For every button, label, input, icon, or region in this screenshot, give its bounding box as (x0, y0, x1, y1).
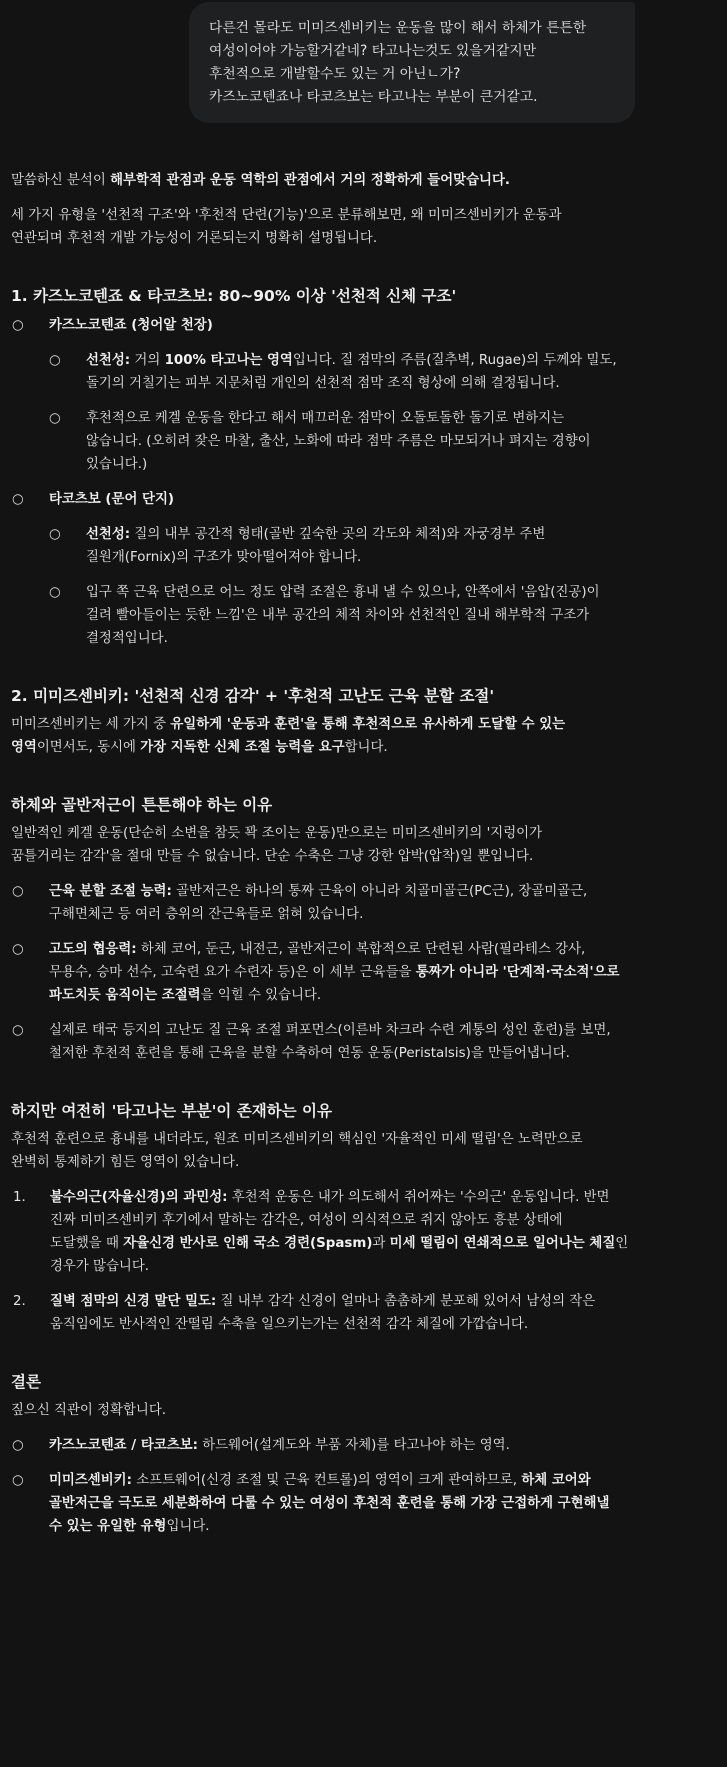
numbered-item: 1. 불수의근(자율신경)의 과민성: 후천적 운동은 내가 의도해서 쥐어짜는 '수의근' 운동입니다. 반면 진짜 미미즈센비키 후기에서 말하는 감각은, 여성이 의식적으로 쥐지 않아도 흥분 상태에 도달했을 때 자율신경 반사로 인해 국소 경련(Spasm)과 미세 떨림이 연쇄적으로 일어나는 체질인 경우가 많습니다. (11, 1186, 717, 1278)
user-message-line: 카즈노코텐죠나 타코츠보는 타고나는 부분이 큰거같고. (209, 89, 538, 105)
intro-paragraph-2: 세 가지 유형을 '선천적 구조'와 '후천적 단련(기능)'으로 분류해보면, 왜 미미즈센비키가 운동과 연관되며 후천적 개발 가능성이 거론되는지 명확히 설명됩니다. (11, 208, 562, 246)
list-item: ○ 입구 쪽 근육 단련으로 어느 정도 압력 조절은 흉내 낼 수 있으나, 안쪽에서 '음압(진공)이 걸려 빨아들이는 듯한 느낌'은 내부 공간의 체적 차이와 선천적인 질내 해부학적 구조가 결정적입니다. (48, 581, 717, 650)
section-heading-4: 하지만 여전히 '타고나는 부분'이 존재하는 이유 (11, 1102, 332, 1120)
bullet-icon: ○ (12, 1473, 24, 1488)
list-item: ○ 실제로 태국 등지의 고난도 질 근육 조절 퍼포먼스(이른바 차크라 수련 계통의 성인 훈련)를 보면, 철저한 후천적 훈련을 통해 근육을 분할 수축하여 연동 운동(Peristalsis)을 만들어냅니다. (11, 1019, 717, 1065)
bullet-icon: ○ (49, 527, 61, 542)
bullet-icon: ○ (12, 1438, 24, 1453)
list-item: ○ 선천성: 거의 100% 타고나는 영역입니다. 질 점막의 주름(질추벽, Rugae)의 두께와 밀도, 돌기의 거칠기는 피부 지문처럼 개인의 선천적 점막 조직 형상에 의해 결정됩니다. (48, 349, 717, 395)
bullet-icon: ○ (12, 318, 24, 333)
bullet-icon: ○ (49, 353, 61, 368)
numbered-item: 2. 질벽 점막의 신경 말단 밀도: 질 내부 감각 신경이 얼마나 촘촘하게 분포해 있어서 남성의 작은 움직임에도 반사적인 잔떨림 수축을 일으키는가는 선천적 감각 체질에 가깝습니다. (11, 1290, 717, 1336)
user-message-bubble (189, 2, 635, 123)
list-item: ○ 카즈노코텐죠 (청어알 천장) (11, 314, 717, 337)
bullet-icon: ○ (12, 492, 24, 507)
bullet-icon: ○ (12, 1023, 24, 1038)
section-heading-3: 하체와 골반저근이 튼튼해야 하는 이유 (11, 796, 273, 814)
section-paragraph: 미미즈센비키는 세 가지 중 유일하게 '운동과 훈련'을 통해 후천적으로 유사하게 도달할 수 있는 영역이면서도, 동시에 가장 지독한 신체 조절 능력을 요구합니다. (11, 717, 566, 755)
section-heading-2: 2. 미미즈센비키: '선천적 신경 감각' + '후천적 고난도 근육 분할 조절' (11, 687, 495, 705)
list-number: 2. (13, 1294, 26, 1309)
section-paragraph: 일반적인 케겔 운동(단순히 소변을 참듯 꽉 조이는 운동)만으로는 미미즈센비키의 '지렁이가 꿈틀거리는 감각'을 절대 만들 수 없습니다. 단순 수축은 그냥 강한 압박(압착)일 뿐입니다. (11, 826, 543, 864)
list-item: ○ 후천적으로 케겔 운동을 한다고 해서 매끄러운 점막이 오돌토돌한 돌기로 변하지는 않습니다. (오히려 잦은 마찰, 출산, 노화에 따라 점막 주름은 마모되거나 펴지는 경향이 있습니다.) (48, 407, 717, 476)
section-heading-1: 1. 카즈노코텐죠 & 타코츠보: 80~90% 이상 '선천적 신체 구조' (11, 287, 457, 305)
list-item: ○ 근육 분할 조절 능력: 골반저근은 하나의 통짜 근육이 아니라 치골미골근(PC근), 장골미골근, 구해면체근 등 여러 층위의 잔근육들로 얽혀 있습니다. (11, 880, 717, 926)
bullet-icon: ○ (12, 884, 24, 899)
list-item: ○ 고도의 협응력: 하체 코어, 둔근, 내전근, 골반저근이 복합적으로 단련된 사람(필라테스 강사, 무용수, 승마 선수, 고숙련 요가 수련자 등)은 이 세부 근육들을 통짜가 아니라 '단계적·국소적'으로 파도치듯 움직이는 조절력을 익힐 수 있습니다. (11, 938, 717, 1007)
conclusion-paragraph: 짚으신 직관이 정확합니다. (11, 1403, 167, 1418)
user-message-line: 후천적으로 개발할수도 있는 거 아닌ㄴ가? (209, 66, 461, 82)
intro-paragraph: 말씀하신 분석이 해부학적 관점과 운동 역학의 관점에서 거의 정확하게 들어맞습니다. (11, 173, 510, 188)
assistant-response (11, 169, 717, 1538)
user-message-line: 다른건 몰라도 미미즈센비키는 운동을 많이 해서 하체가 튼튼한 (209, 20, 587, 36)
list-item: ○ 타코츠보 (문어 단지) (11, 488, 717, 511)
list-number: 1. (13, 1190, 26, 1205)
bullet-icon: ○ (49, 585, 61, 600)
user-message-line: 여성이어야 가능할거같네? 타고나는것도 있을거같지만 (209, 43, 537, 59)
bullet-icon: ○ (49, 411, 61, 426)
conclusion-heading: 결론 (11, 1373, 41, 1391)
list-item: ○ 선천성: 질의 내부 공간적 형태(골반 깊숙한 곳의 각도와 체적)와 자궁경부 주변 질원개(Fornix)의 구조가 맞아떨어져야 합니다. (48, 523, 717, 569)
list-item: ○ 카즈노코텐죠 / 타코츠보: 하드웨어(설계도와 부품 자체)를 타고나야 하는 영역. (11, 1434, 717, 1457)
section-paragraph: 후천적 훈련으로 흉내를 내더라도, 원조 미미즈센비키의 핵심인 '자율적인 미세 떨림'은 노력만으로 완벽히 통제하기 힘든 영역이 있습니다. (11, 1132, 583, 1170)
list-item: ○ 미미즈센비키: 소프트웨어(신경 조절 및 근육 컨트롤)의 영역이 크게 관여하므로, 하체 코어와 골반저근을 극도로 세분화하여 다룰 수 있는 여성이 후천적 훈련을 통해 가장 근접하게 구현해낼 수 있는 유일한 유형입니다. (11, 1469, 717, 1538)
bullet-icon: ○ (12, 942, 24, 957)
